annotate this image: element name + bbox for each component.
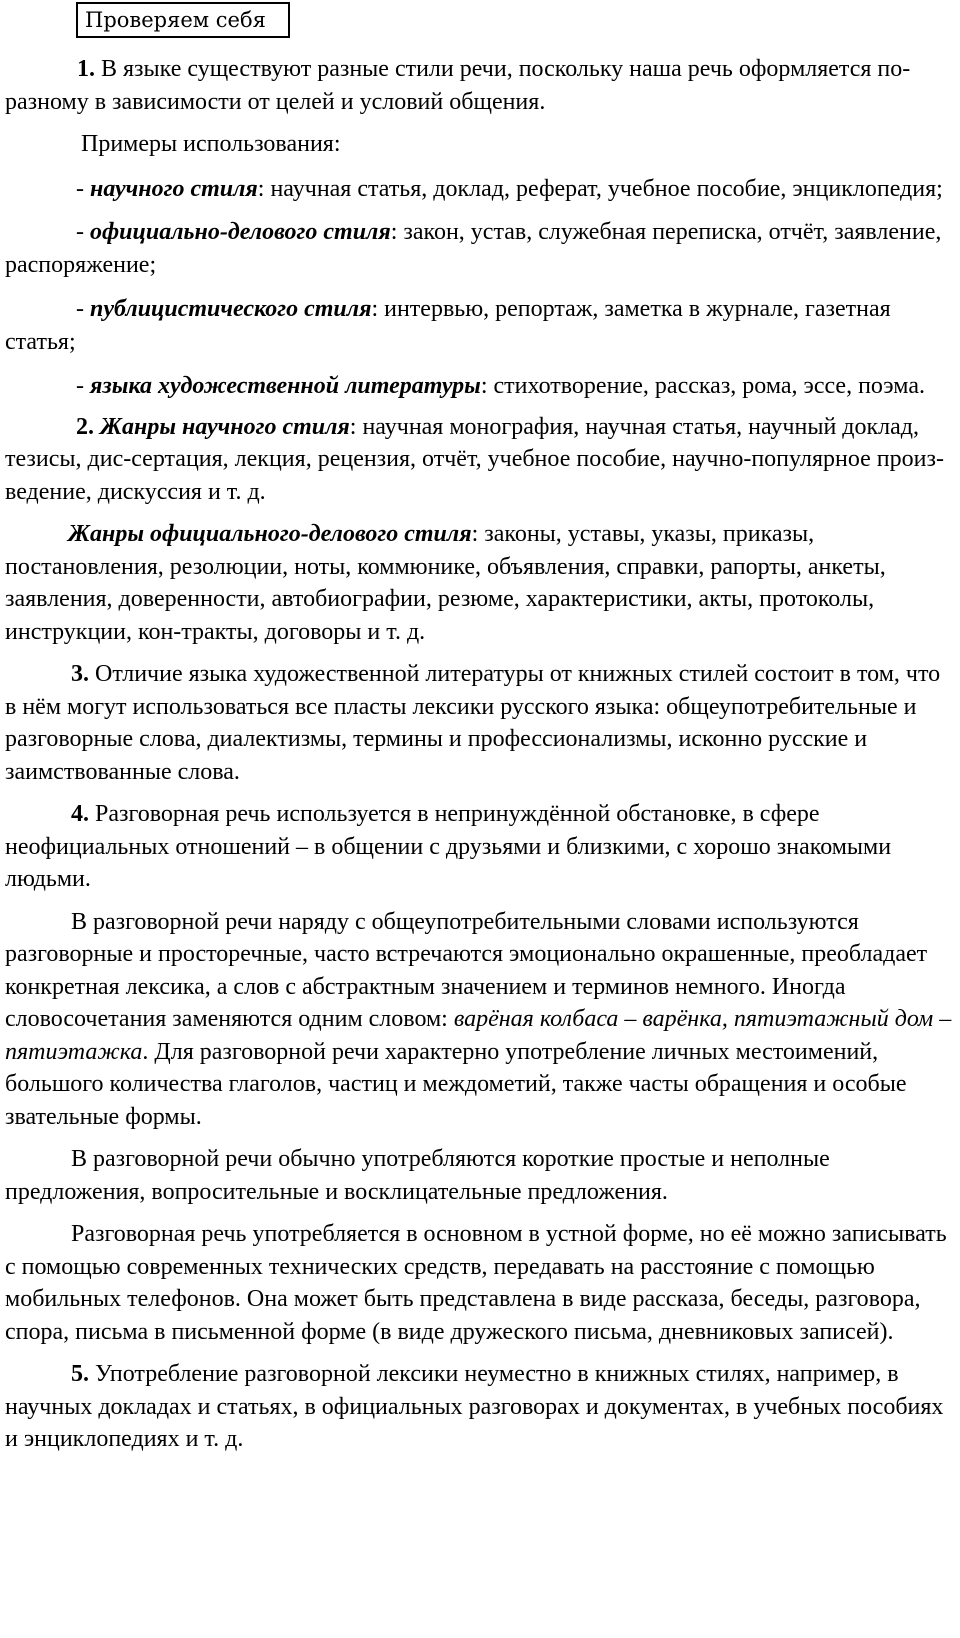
paragraph-text: : законы, уставы, указы, приказы, постановления, резолюции, ноты, коммюнике, объявления, справки, рапорты, анкеты, заявления, доверенности, автобиографии, резюме, характеристики, акты, протоколы, инструкции, кон-тракты, договоры и т. д. [5,521,886,645]
section-title: Проверяем себя [85,8,266,32]
genre-title: Жанры официального-делового стиля [68,521,472,547]
example-style-name: языка художественной литературы [90,373,481,399]
example-dash: - [76,296,90,322]
paragraph-text: В языке существуют разные стили речи, поскольку наша речь оформляется по-разному в зависимости от целей и условий общения. [5,56,911,115]
paragraph-text: . Для разговорной речи характерно употребление личных местоимений, большого количества глаголов, частиц и междометий, также часты обращения и особые звательные формы. [5,1038,907,1130]
paragraph-text: Разговорная речь используется в непринуждённой обстановке, в сфере неофициальных отношений – в общении с друзьями и близкими, с хорошо знакомыми людьми. [5,801,892,892]
paragraph-4b [5,906,955,1134]
paragraph-number: 1. [77,56,95,82]
example-item [5,370,955,403]
example-item [5,293,955,358]
paragraph-text: Отличие языка художественной литературы от книжных стилей состоит в том, что в нём могут использоваться все пласты лексики русского языка: общеупотребительные и разговорные слова, диалектизмы, термины и профессионализмы, исконно русские и заимствованные слова. [5,661,941,785]
example-text: : стихотворение, рассказ, рома, эссе, поэма. [480,373,925,399]
paragraph-text: Употребление разговорной лексики неуместно в книжных стилях, например, в научных докладах и статьях, в официальных разговорах и документах, в учебных пособиях и энциклопедиях и т. д. [5,1361,944,1452]
paragraph-number: 4. [71,801,89,827]
example-text: : закон, устав, служебная переписка, отчёт, заявление, распоряжение; [5,219,942,278]
document-body [5,53,955,1456]
paragraph-3 [5,658,955,788]
paragraph-text: В разговорной речи обычно употребляются короткие простые и неполные предложения, вопросительные и восклицательные предложения. [5,1146,830,1205]
paragraph-number: 3. [71,661,89,687]
example-style-name: публицистического стиля [90,296,372,322]
paragraph-5 [5,1358,955,1456]
example-dash: - [76,219,90,245]
paragraph-text: : научная монография, научная статья, научный доклад, тезисы, дис-сертация, лекция, рецензия, отчёт, учебное пособие, научно-популярное произ-ведение, дискуссия и т. д. [5,413,944,505]
paragraph-4d [5,1218,955,1348]
example-dash: - [76,175,90,202]
example-text: : интервью, репортаж, заметка в журнале, газетная статья; [5,296,891,355]
paragraph-2 [5,411,955,509]
example-item [5,216,955,281]
examples-intro-text: Примеры использования: [81,131,341,157]
paragraph-4c [5,1143,955,1208]
paragraph-number: 5. [71,1361,89,1387]
example-dash: - [76,373,90,399]
colloquial-examples: варёная колбаса – варёнка, пятиэтажный дом – пятиэтажка [5,1006,952,1065]
example-text: : научная статья, доклад, реферат, учебное пособие, энциклопедия; [257,175,943,202]
paragraph-text: В разговорной речи наряду с общеупотребительными словами используются разговорные и просторечные, часто встречаются эмоционально окрашенные, преобладает конкретная лексика, а слов с абстрактным значением и терминов немного. Иногда словосочетания заменяются одним словом: [5,908,928,1032]
example-style-name: научного стиля [90,175,258,202]
example-style-name: официально-делового стиля [90,219,391,245]
examples-intro [5,128,955,161]
paragraph-4 [5,798,955,896]
paragraph-number: 2. [76,413,94,440]
example-item [5,173,955,206]
paragraph-2b [5,518,955,648]
paragraph-text: Разговорная речь употребляется в основном в устной форме, но её можно записывать с помощью современных технических средств, передавать на расстояние с помощью мобильных телефонов. Она может быть представлена в виде рассказа, беседы, разговора, спора, письма в письменной форме (в виде дружеского письма, дневниковых записей). [5,1221,947,1345]
genre-title: Жанры научного стиля [94,413,350,440]
section-title-box [76,2,290,38]
paragraph-1 [5,53,955,118]
